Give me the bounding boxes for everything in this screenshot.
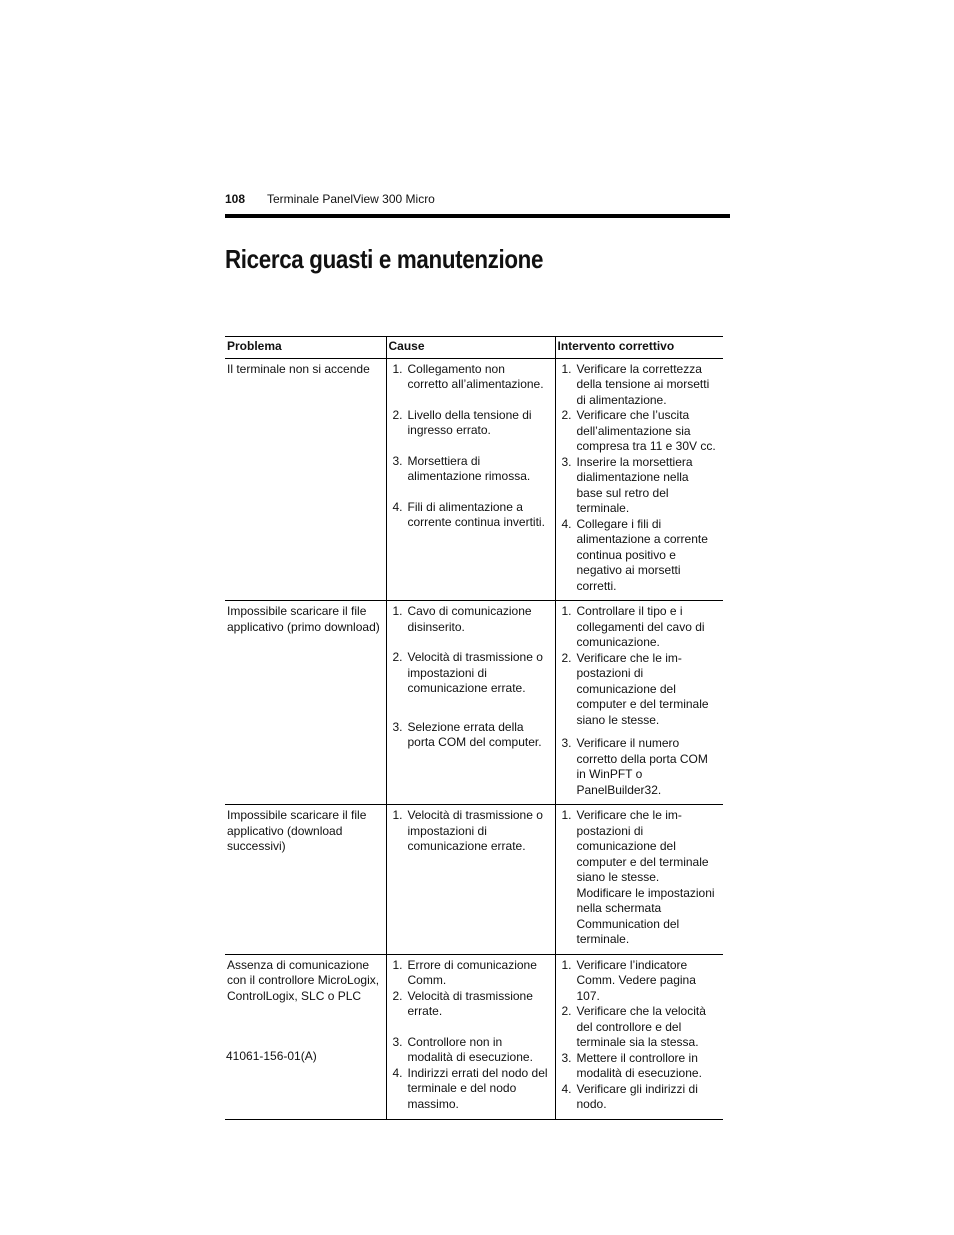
problem-cell: Assenza di comunicazione con il controllore MicroLogix, ControlLogix, SLC o PLC [225,954,386,1119]
column-header-causes: Cause [386,337,555,359]
problem-cell: Impossibile scaricare il file applicativo (primo download) [225,601,386,805]
list-item: 4. Indirizzi errati del nodo del terminale e del nodo massimo. [392,1065,548,1111]
running-header [225,192,730,206]
list-item: 2. Velocità di trasmissione errate. [392,988,533,1018]
list-item: 4. Fili di alimentazione a corrente continua invertiti. [392,499,545,529]
causes-cell [386,805,555,955]
list-item: 1. Controllare il tipo e i collegamenti del cavo di comunicazione. [561,604,705,649]
list-item: 3. Morsettiera di alimentazione rimossa. [392,453,531,483]
list-item: 1. Verificare l’indicatore Comm. Vedere pagina 107. [561,957,696,1003]
list-item: 2. Verificare che le im- postazioni di comunicazione del computer e del terminale siano le stesse. [561,650,709,727]
problem-cell: Il terminale non si accende [225,358,386,601]
list-item: 3. Mettere il controllore in modalità di esecuzione. [561,1050,702,1080]
list-item: 3. Selezione errata della porta COM del computer. [392,719,542,749]
troubleshooting-table [225,336,723,1120]
actions-cell [555,805,723,955]
actions-list [559,958,722,1113]
causes-cell [386,601,555,805]
page-title: Ricerca guasti e manutenzione [225,244,544,274]
column-header-actions: Intervento correttivo [555,337,723,359]
actions-cell [555,601,723,805]
list-item: 4. Collegare i fili di alimentazione a corrente continua positivo e negativo ai morsetti corretti. [561,516,708,593]
list-item: 1. Cavo di comunicazione disinserito. [392,604,532,634]
causes-cell [386,954,555,1119]
problem-cell: Impossibile scaricare il file applicativo (download successivi) [225,805,386,955]
actions-cell [555,954,723,1119]
actions-cell [555,358,723,601]
actions-list [559,604,722,798]
table-row [225,805,723,955]
list-item: 3. Controllore non in modalità di esecuzione. [392,1034,533,1064]
causes-list [390,808,553,855]
list-item: 3. Inserire la morsettiera dialimentazione nella base sul retro del terminale. [561,454,693,515]
list-item: 4. Verificare gli indirizzi di nodo. [561,1081,698,1111]
causes-cell [386,358,555,601]
list-item: 2. Livello della tensione di ingresso errato. [392,407,532,437]
list-item: 1. Collegamento non corretto all’alimentazione. [392,361,544,391]
header-rule [225,214,730,218]
table-header-row [225,337,723,359]
column-header-problem: Problema [225,337,386,359]
list-item: 1. Errore di comunicazione Comm. [392,957,537,987]
table-row [225,954,723,1119]
causes-list [390,362,553,531]
actions-list [559,362,722,595]
table-row [225,601,723,805]
list-item: 2. Verificare che la velocità del controllore e del terminale sia la stessa. [561,1004,706,1049]
list-item: 3. Verificare il numero corretto della porta COM in WinPFT o PanelBuilder32. [561,736,708,797]
page-number: 108 [225,192,246,206]
list-item: 2. Verificare che l’uscita dell’alimentazione sia compresa tra 11 e 30V cc. [561,408,716,453]
causes-list [390,604,553,751]
list-item: 1. Verificare che le im- postazioni di comunicazione del computer e del terminale siano le stesse. Modificare le impostazioni nella schermata Communication del terminale. [561,808,715,946]
list-item: 1. Velocità di trasmissione o impostazioni di comunicazione errate. [392,808,543,853]
document-code: 41061-156-01(A) [226,1049,317,1063]
list-item: 2. Velocità di trasmissione o impostazioni di comunicazione errate. [392,650,543,695]
table-row [225,358,723,601]
actions-list [559,808,722,948]
list-item: 1. Verificare la correttezza della tensione ai morsetti di alimentazione. [561,361,710,407]
running-title: Terminale PanelView 300 Micro [267,192,435,206]
causes-list [390,958,553,1113]
